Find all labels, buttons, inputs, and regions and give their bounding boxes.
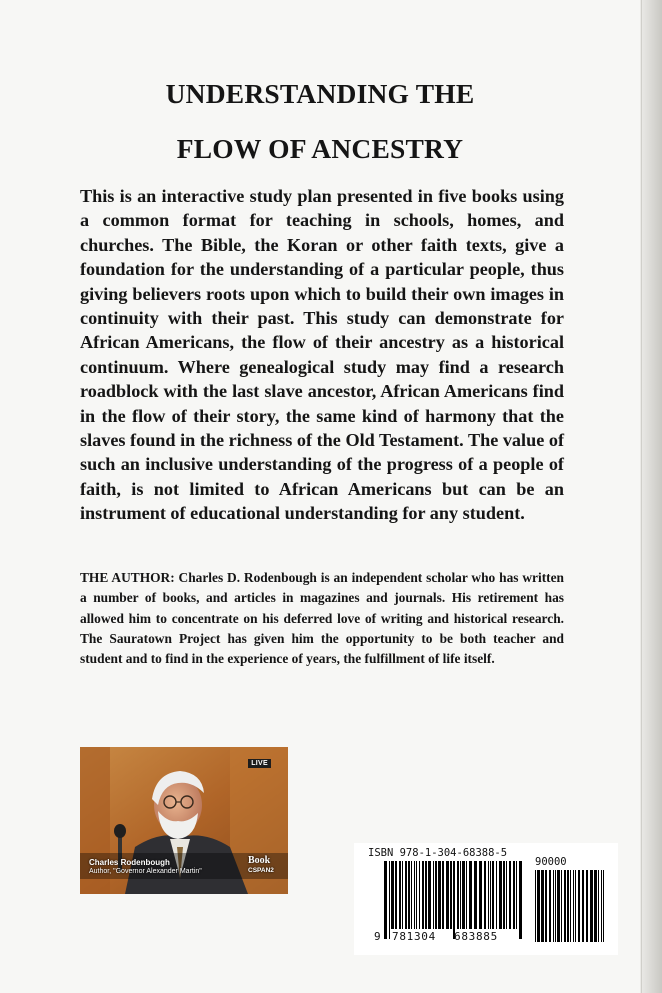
barcode-bar bbox=[535, 870, 536, 942]
barcode-bar bbox=[598, 870, 599, 942]
price-code: 90000 bbox=[535, 856, 567, 868]
page-edge-line bbox=[641, 0, 642, 993]
barcode-bar bbox=[466, 861, 467, 929]
barcode-bar bbox=[496, 861, 497, 929]
photo-caption-subtitle: Author, "Governor Alexander Martin" bbox=[89, 868, 202, 875]
barcode-addon-bars bbox=[535, 870, 607, 942]
barcode-bar bbox=[399, 861, 401, 929]
barcode-bar bbox=[433, 861, 434, 929]
isbn-text: ISBN 978-1-304-68388-5 bbox=[368, 847, 508, 859]
barcode-bar bbox=[469, 861, 472, 929]
barcode-digits-right: 683885 bbox=[454, 930, 498, 943]
barcode-bar bbox=[503, 861, 505, 929]
barcode-bar bbox=[462, 861, 465, 929]
barcode-bar bbox=[408, 861, 410, 929]
author-bio: THE AUTHOR: Charles D. Rodenbough is an independent scholar who has written a number of books, and articles in magazines and journals. His retirement has allowed him to concentrate on his deferred love of writing and historical research. The Sauratown Project has given him the opportunity to be both teacher and student and to find in the experience of years, the fulfillment of life itself. bbox=[80, 570, 564, 667]
barcode-bar bbox=[395, 861, 397, 929]
barcode-bar bbox=[594, 870, 597, 942]
barcode-bar bbox=[428, 861, 431, 929]
barcode-bar bbox=[541, 870, 544, 942]
network-logo: Book bbox=[248, 855, 271, 866]
barcode-bar bbox=[442, 861, 444, 929]
barcode-bar bbox=[422, 861, 424, 929]
barcode-bar bbox=[460, 861, 461, 929]
barcode-bar bbox=[506, 861, 507, 929]
barcode-bar bbox=[545, 870, 547, 942]
barcode-bar bbox=[484, 861, 486, 929]
page-edge bbox=[640, 0, 662, 993]
barcode-bar bbox=[414, 861, 415, 929]
barcode-bar bbox=[549, 870, 551, 942]
barcode-bar bbox=[391, 861, 394, 929]
barcode-bars bbox=[384, 861, 524, 939]
barcode-bar bbox=[578, 870, 580, 942]
barcode-bar bbox=[384, 861, 387, 939]
barcode-bar bbox=[573, 870, 574, 942]
barcode-bar bbox=[555, 870, 556, 942]
barcode-bar bbox=[601, 870, 602, 942]
barcode-bar bbox=[419, 861, 420, 929]
barcode-bar bbox=[389, 861, 390, 939]
barcode-bar bbox=[516, 861, 517, 929]
author-photo bbox=[80, 747, 288, 894]
barcode-bar bbox=[492, 861, 494, 929]
title-line-2: FLOW OF ANCESTRY bbox=[176, 133, 464, 164]
barcode-bar bbox=[537, 870, 540, 942]
barcode-bar bbox=[416, 861, 417, 929]
title-line-1: UNDERSTANDING THE bbox=[165, 78, 475, 109]
barcode-bar bbox=[553, 870, 554, 942]
barcode-bar bbox=[450, 861, 452, 929]
barcode-bar bbox=[405, 861, 407, 929]
barcode-bar bbox=[603, 870, 604, 942]
barcode-bar bbox=[425, 861, 427, 929]
barcode-bar bbox=[586, 870, 588, 942]
network-logo-sub: CSPAN2 bbox=[248, 867, 274, 874]
barcode-bar bbox=[590, 870, 593, 942]
barcode-bar bbox=[567, 870, 569, 942]
barcode-bar bbox=[499, 861, 502, 929]
barcode-digit-first: 9 bbox=[374, 930, 381, 943]
barcode-bar bbox=[479, 861, 482, 929]
book-description: This is an interactive study plan presented in five books using a common format for teaching in schools, homes, and churches. The Bible, the Koran or other faith texts, give a foundation for the understanding of a particular people, thus giving believers roots upon which to build their own images in continuity with their past. This study can demonstrate for African Americans, the flow of their ancestry as a historical continuum. Where genealogical study may find a research roadblock with the last slave ancestor, African Americans find in the flow of their story, the same kind of harmony that the slaves found in the richness of the Old Testament. The value of such an inclusive understanding of the progress of a people of faith, is not limited to African Americans but can be an instrument of educational understanding for any student. bbox=[80, 186, 564, 524]
barcode-bar bbox=[402, 861, 403, 929]
barcode-bar bbox=[509, 861, 511, 929]
barcode-bar bbox=[435, 861, 437, 929]
barcode-bar bbox=[438, 861, 441, 929]
barcode-bar bbox=[570, 870, 571, 942]
barcode-bar bbox=[488, 861, 489, 929]
barcode-bar bbox=[446, 861, 449, 929]
barcode-bar bbox=[457, 861, 459, 929]
barcode-bar bbox=[519, 861, 522, 939]
barcode-bar bbox=[564, 870, 566, 942]
barcode-bar bbox=[557, 870, 560, 942]
barcode-bar bbox=[575, 870, 576, 942]
barcode-bar bbox=[453, 861, 455, 939]
barcode-bar bbox=[582, 870, 584, 942]
barcode-bar bbox=[513, 861, 515, 929]
barcode-bar bbox=[474, 861, 477, 929]
live-badge: LIVE bbox=[248, 759, 271, 768]
barcode-digits-left: 781304 bbox=[392, 930, 436, 943]
photo-caption-name: Charles Rodenbough bbox=[89, 858, 170, 867]
barcode-bar bbox=[411, 861, 412, 929]
barcode-bar bbox=[561, 870, 562, 942]
barcode-bar bbox=[490, 861, 491, 929]
isbn-barcode bbox=[354, 843, 618, 955]
